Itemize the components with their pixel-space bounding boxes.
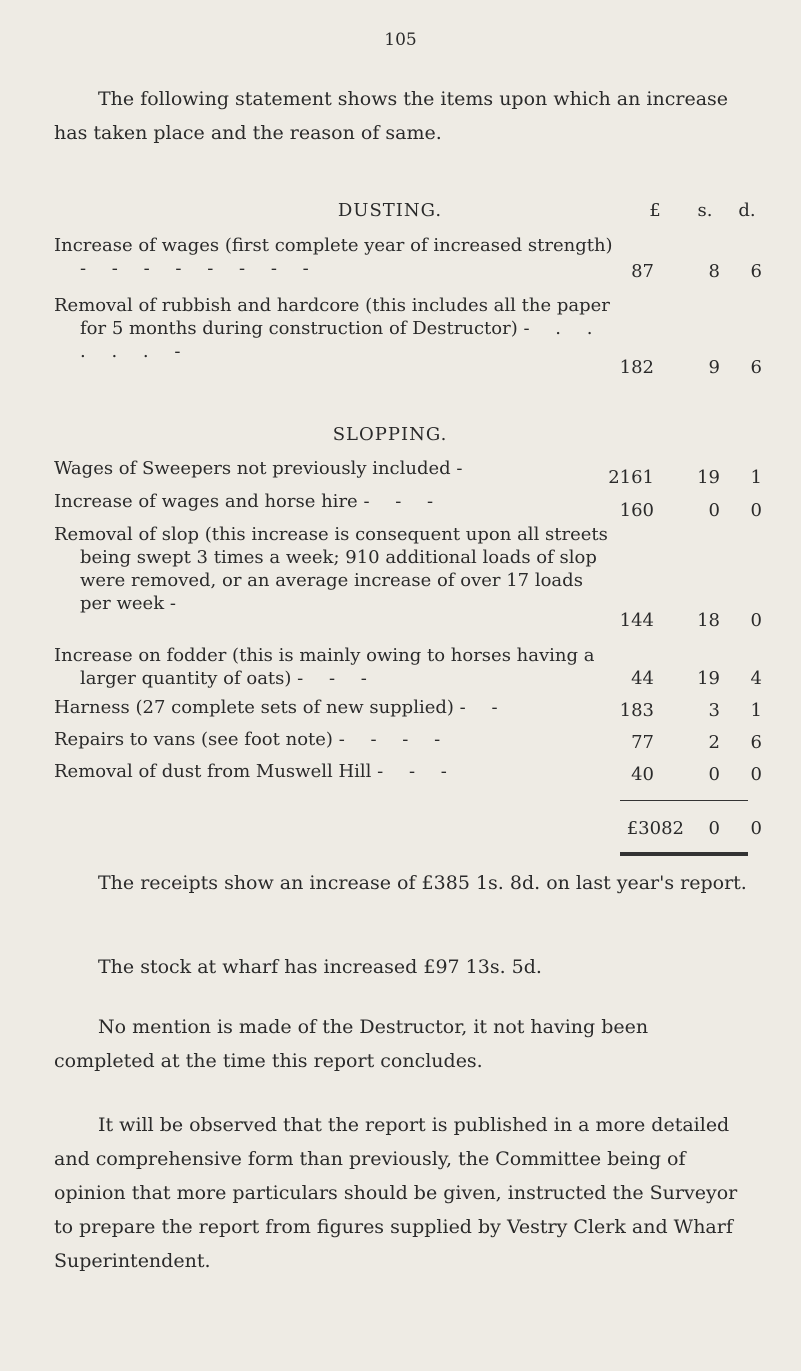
- dot-leader: - - -: [297, 668, 377, 689]
- pence-column-header: d.: [738, 200, 756, 221]
- slopping-item-4-shillings: 19: [697, 668, 720, 689]
- dot-leader: -: [169, 593, 186, 614]
- slopping-item-1-shillings: 19: [697, 467, 720, 488]
- dot-leader: - - - - - - - -: [80, 258, 319, 279]
- dot-leader: - -: [459, 697, 508, 718]
- receipts-text: The receipts show an increase of £385 1s. 8d. on last year's report.: [98, 872, 747, 894]
- pounds-column-header: £: [649, 200, 661, 221]
- slopping-item-5-pence: 1: [750, 700, 762, 721]
- slopping-item-6-pence: 6: [750, 732, 762, 753]
- dusting-item-2-shillings: 9: [708, 357, 720, 378]
- destructor-paragraph: [54, 1010, 754, 1078]
- slopping-item-2-shillings: 0: [708, 500, 720, 521]
- slopping-item-3: [54, 523, 614, 615]
- item-description: Harness (27 complete sets of new supplied): [54, 697, 454, 718]
- item-description: Removal of slop (this increase is consequent upon all streets being swept 3 times a week; 910 additional loads of slop were removed, or an average increase of over 17 loads per week: [54, 524, 608, 614]
- slopping-item-7-shillings: 0: [708, 764, 720, 785]
- slopping-item-7: [54, 760, 614, 783]
- dusting-item-1: [54, 234, 614, 280]
- slopping-item-6: [54, 728, 614, 751]
- slopping-item-7-pounds: 40: [631, 764, 654, 785]
- total-pence: 0: [750, 818, 762, 839]
- slopping-item-6-shillings: 2: [708, 732, 720, 753]
- slopping-item-5-pounds: 183: [619, 700, 654, 721]
- item-description: Increase of wages and horse hire: [54, 491, 358, 512]
- stock-paragraph: [54, 950, 754, 984]
- slopping-item-2: [54, 490, 614, 513]
- slopping-item-6-pounds: 77: [631, 732, 654, 753]
- dusting-item-1-pounds: 87: [631, 261, 654, 282]
- item-description: Wages of Sweepers not previously included: [54, 458, 451, 479]
- dot-leader: - - -: [377, 761, 457, 782]
- sum-rule: [620, 800, 748, 801]
- intro-text: The following statement shows the items upon which an increase has taken place and the reason of same.: [54, 88, 729, 144]
- slopping-item-7-pence: 0: [750, 764, 762, 785]
- dusting-item-2-pence: 6: [750, 357, 762, 378]
- stock-text: The stock at wharf has increased £97 13s. 5d.: [98, 956, 542, 978]
- item-description: Repairs to vans (see foot note): [54, 729, 333, 750]
- dot-leader: - - -: [363, 491, 444, 512]
- dot-leader: -: [456, 458, 473, 479]
- shillings-column-header: s.: [697, 200, 713, 221]
- dusting-item-1-shillings: 8: [708, 261, 720, 282]
- slopping-item-4-pounds: 44: [631, 668, 654, 689]
- dusting-item-2-pounds: 182: [619, 357, 654, 378]
- total-double-rule: [620, 852, 748, 856]
- slopping-item-2-pounds: 160: [619, 500, 654, 521]
- slopping-item-2-pence: 0: [750, 500, 762, 521]
- dusting-item-1-pence: 6: [750, 261, 762, 282]
- total-pounds: £3082: [626, 818, 684, 839]
- intro-paragraph: [54, 82, 754, 150]
- item-description: Removal of rubbish and hardcore (this includes all the paper for 5 months during construction of Destructor): [54, 295, 610, 339]
- dusting-item-2: [54, 294, 614, 363]
- destructor-text: No mention is made of the Destructor, it not having been completed at the time this report concludes.: [54, 1016, 649, 1072]
- slopping-item-5-shillings: 3: [708, 700, 720, 721]
- item-description: Increase of wages (first complete year of increased strength): [54, 235, 613, 256]
- total-shillings: 0: [708, 818, 720, 839]
- slopping-item-3-pounds: 144: [619, 610, 654, 631]
- slopping-item-1-pence: 1: [750, 467, 762, 488]
- slopping-item-5: [54, 696, 614, 719]
- dot-leader: - . . . . . -: [80, 318, 603, 362]
- slopping-item-4: [54, 644, 614, 690]
- dot-leader: - - - -: [338, 729, 451, 750]
- page-number: 105: [384, 30, 417, 50]
- committee-text: It will be observed that the report is published in a more detailed and comprehensive form than previously, the Committee being of opinion that more particulars should be given, instructed the Surveyor to prepare the report from figures supplied by Vestry Clerk and Wharf Superintendent.: [54, 1114, 738, 1272]
- slopping-item-3-shillings: 18: [697, 610, 720, 631]
- slopping-heading: SLOPPING.: [332, 424, 448, 445]
- dusting-heading: DUSTING.: [337, 200, 443, 221]
- item-description: Increase on fodder (this is mainly owing to horses having a larger quantity of oats): [54, 645, 595, 689]
- slopping-item-3-pence: 0: [750, 610, 762, 631]
- committee-paragraph: [54, 1108, 754, 1278]
- slopping-item-1-pounds: 2161: [608, 467, 654, 488]
- receipts-paragraph: [54, 866, 754, 900]
- slopping-item-4-pence: 4: [750, 668, 762, 689]
- slopping-item-1: [54, 457, 614, 480]
- item-description: Removal of dust from Muswell Hill: [54, 761, 372, 782]
